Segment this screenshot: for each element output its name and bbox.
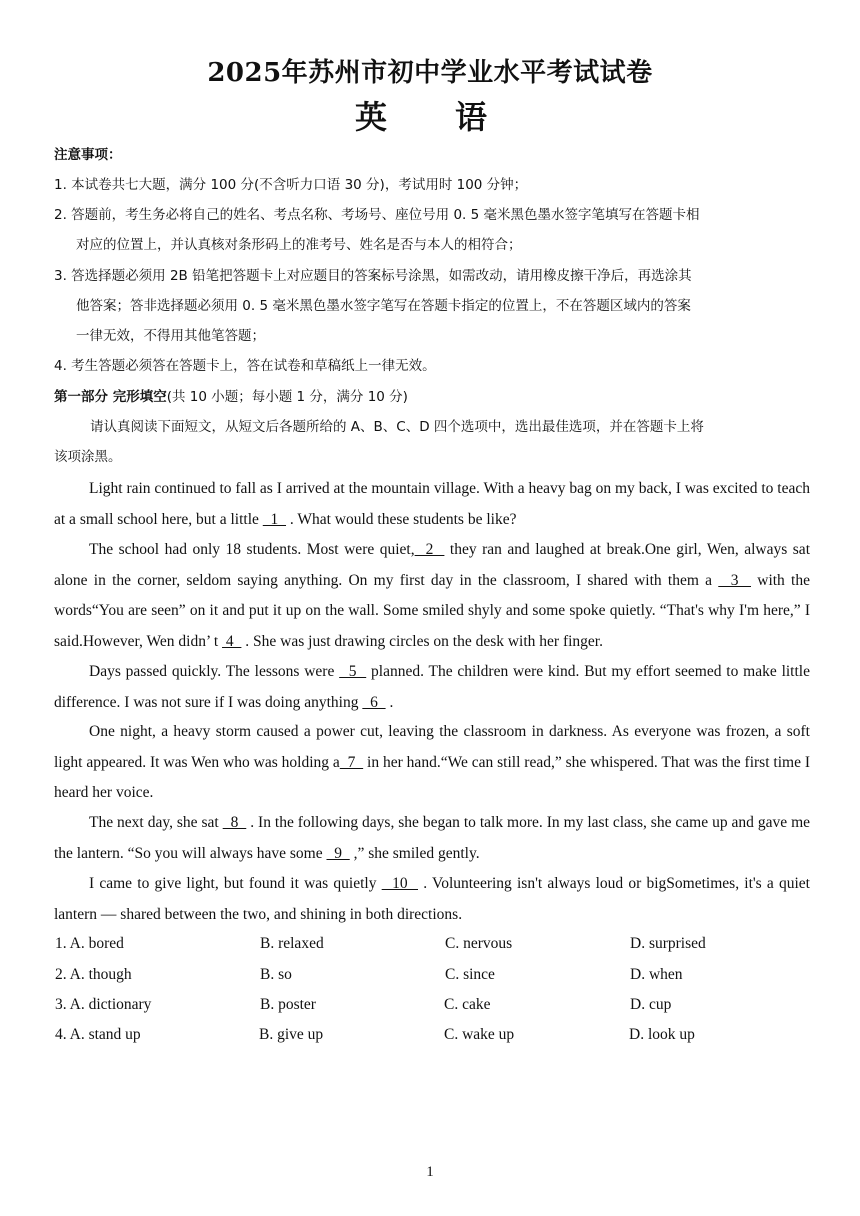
notice-item-2-line-2: 对应的位置上，并认真核对条形码上的准考号、姓名是否与本人的相符合； <box>76 237 522 253</box>
blank-8: 8 <box>222 814 247 831</box>
subject-title: 英 语 <box>354 98 505 136</box>
passage-paragraph-5: The next day, she sat 8 . In the following days, she began to talk more. In my last class, she came up and gave me the lantern. “So you will always have some 9 ,” she smiled gently. <box>54 814 811 862</box>
notice-item-4: 4. 考生答题必须答在答题卡上，答在试卷和草稿纸上一律无效。 <box>54 358 436 374</box>
passage-paragraph-4: One night, a heavy storm caused a power cut, leaving the classroom in darkness. As everyone was frozen, a soft light appeared. It was Wen who was holding a 7 in her hand.“We can still read,” she whispered. That was the first time I heard her voice. <box>54 723 811 801</box>
notice-item-3-line-1: 3. 答选择题必须用 2B 铅笔把答题卡上对应题目的答案标号涂黑，如需改动，请用橡皮擦干净后，再选涂其 <box>54 268 692 284</box>
blank-4: 4 <box>222 632 242 650</box>
part1-heading: 第一部分 完形填空(共 10 小题；每小题 1 分，满分 10 分) <box>54 389 408 405</box>
notice-item-3-line-2: 他答案；答非选择题必须用 0. 5 毫米黑色墨水签字笔写在答题卡指定的位置上，不在答题区域内的答案 <box>76 298 691 314</box>
option-2d: D. when <box>630 966 683 983</box>
option-3a: 3. A. dictionary <box>55 996 152 1013</box>
option-4c: C. wake up <box>444 1026 515 1043</box>
option-2c: C. since <box>445 966 495 983</box>
notice-item-2-line-1: 2. 答题前，考生务必将自己的姓名、考点名称、考场号、座位号用 0. 5 毫米黑色墨水签字笔填写在答题卡相 <box>54 207 700 223</box>
blank-10: 10 <box>381 875 418 892</box>
option-2b: B. so <box>260 966 292 983</box>
passage-paragraph-3: Days passed quickly. The lessons were 5 planned. The children were kind. But my effort seemed to make little difference. I was not sure if I was doing anything 6 . <box>54 663 810 711</box>
blank-1: 1 <box>262 510 287 528</box>
blank-3: 3 <box>718 571 751 589</box>
notice-item-3-line-3: 一律无效，不得用其他笔答题； <box>76 328 265 344</box>
passage-paragraph-1: Light rain continued to fall as I arrived at the mountain village. With a heavy bag on my back, I was excited to teach at a small school here, but a little 1 . What would these students be like? <box>54 480 810 528</box>
blank-2: 2 <box>414 541 445 558</box>
part1-instruction-line-2: 该项涂黑。 <box>54 449 122 465</box>
notice-heading: 注意事项： <box>54 147 122 163</box>
blank-5: 5 <box>339 663 367 680</box>
blank-6: 6 <box>362 693 386 711</box>
part1-instruction-line-1: 请认真阅读下面短文，从短文后各题所给的 A、B、C、D 四个选项中，选出最佳选项，并在答题卡上将 <box>90 419 704 435</box>
passage-paragraph-6: I came to give light, but found it was quietly 10 . Volunteering isn't always loud or bigSometimes, it's a quiet lantern — shared between the two, and shining in both directions. <box>54 875 810 923</box>
option-1d: D. surprised <box>630 935 706 952</box>
option-4a: 4. A. stand up <box>55 1026 141 1043</box>
exam-title: 2025年苏州市初中学业水平考试试卷 <box>207 58 653 88</box>
option-3c: C. cake <box>444 996 491 1013</box>
option-4d: D. look up <box>629 1026 695 1043</box>
option-4b: B. give up <box>259 1026 324 1043</box>
option-2a: 2. A. though <box>55 966 132 983</box>
option-1a: 1. A. bored <box>55 935 124 952</box>
option-3b: B. poster <box>260 996 316 1013</box>
blank-7: 7 <box>339 753 364 771</box>
passage-paragraph-2: The school had only 18 students. Most were quiet, 2 they ran and laughed at break.One girl, Wen, always sat alone in the corner, seldom saying anything. On my first day in the classroom, I shared with them a 3 with the words“You are seen” on it and put it up on the wall. Some smiled shyly and some spoke quietly. “That's why I'm here,” I said.However, Wen didn’ t 4 . She was just drawing circles on the desk with her finger. <box>54 541 810 650</box>
page-number: 1 <box>426 1164 434 1180</box>
option-1b: B. relaxed <box>260 935 324 952</box>
notice-item-1: 1. 本试卷共七大题，满分 100 分(不含听力口语 30 分)，考试用时 100 分钟； <box>54 177 528 193</box>
blank-9: 9 <box>326 844 350 862</box>
option-1c: C. nervous <box>445 935 513 952</box>
option-3d: D. cup <box>630 996 672 1013</box>
